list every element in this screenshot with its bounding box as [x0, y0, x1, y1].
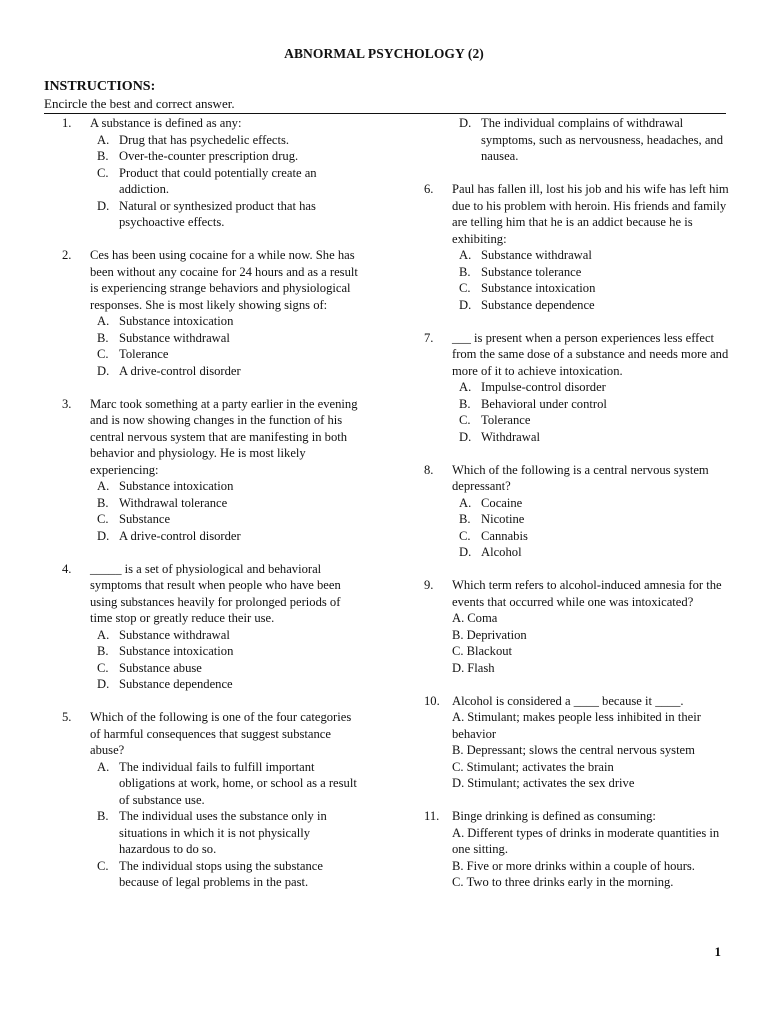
question-stem: Which of the following is one of the four categories of harmful consequences that suggest substance abuse? [90, 710, 352, 757]
option-text: The individual stops using the substance because of legal problems in the past. [119, 858, 323, 889]
option-letter: D. [97, 677, 110, 691]
question-number: 5. [62, 710, 72, 724]
answer-option[interactable] [452, 511, 734, 528]
question-number: 2. [62, 248, 72, 262]
question-stem: ___ is present when a person experiences less effect from the same dose of a substance and needs more and more of it to achieve intoxication. [452, 330, 729, 378]
answer-option[interactable] [90, 346, 362, 363]
option-letter: A. [459, 380, 472, 394]
answer-option[interactable] [90, 495, 362, 512]
question-5 [62, 709, 362, 891]
option-letter: A. [452, 611, 465, 625]
answer-option[interactable] [452, 610, 734, 627]
question-number: 8. [424, 462, 434, 477]
option-letter: A. [459, 248, 472, 262]
answer-option[interactable] [452, 115, 734, 165]
option-text: Substance intoxication [119, 314, 234, 328]
option-letter: C. [459, 528, 471, 543]
answer-option[interactable] [452, 643, 734, 660]
question-stem: Alcohol is considered a ____ because it ____. [452, 693, 684, 708]
option-text: Cocaine [481, 495, 523, 510]
option-text: Substance intoxication [119, 644, 234, 658]
option-text: Substance [119, 512, 171, 526]
answer-option[interactable] [452, 858, 734, 875]
option-text: Substance withdrawal [481, 248, 592, 262]
page-number: 1 [714, 944, 721, 959]
option-letter: B. [459, 264, 471, 279]
option-letter: C. [459, 281, 471, 295]
question-stem: Which term refers to alcohol-induced amnesia for the events that occurred while one was intoxicated? [452, 578, 722, 609]
option-text: Withdrawal [481, 429, 540, 444]
option-text: Substance dependence [481, 297, 595, 312]
question-stem: Paul has fallen ill, lost his job and his wife has left him due to his problem with heroin. His friends and family are telling him that he is an addict because he is exhibiting: [452, 182, 729, 246]
option-text: Nicotine [481, 512, 525, 526]
question-stem: _____ is a set of physiological and behavioral symptoms that result when people who have been using substances heavily for prolonged periods of time stop or greatly reduce their use. [90, 561, 341, 625]
answer-option[interactable] [90, 165, 362, 198]
answer-option[interactable] [90, 759, 362, 809]
option-text: Substance intoxication [119, 479, 234, 493]
option-letter: D. [97, 363, 110, 378]
answer-option[interactable] [452, 627, 734, 644]
option-letter: C. [452, 644, 464, 658]
option-text: A drive-control disorder [119, 363, 241, 378]
option-letter: A. [452, 825, 465, 840]
question-stem: Binge drinking is defined as consuming: [452, 809, 656, 823]
option-letter: C. [97, 165, 109, 180]
question-10 [424, 693, 734, 792]
option-text: Substance withdrawal [119, 330, 230, 345]
answer-option[interactable] [90, 627, 362, 644]
option-letter: B. [97, 809, 109, 823]
option-text: Tolerance [119, 347, 169, 361]
option-letter: C. [452, 759, 464, 774]
option-letter: B. [459, 512, 471, 526]
option-text: Two to three drinks early in the morning. [466, 875, 674, 889]
answer-option[interactable] [90, 148, 362, 165]
question-number: 11. [424, 809, 440, 823]
answer-option[interactable] [90, 660, 362, 677]
answer-option[interactable] [452, 660, 734, 677]
option-letter: D. [97, 528, 110, 543]
question-2 [62, 247, 362, 379]
option-letter: A. [97, 627, 110, 642]
option-letter: D. [97, 198, 110, 213]
option-letter: C. [97, 347, 109, 361]
option-text: Depressant; slows the central nervous system [466, 743, 695, 757]
answer-option[interactable] [90, 132, 362, 149]
answer-option[interactable] [452, 874, 734, 891]
option-text: Stimulant; activates the sex drive [467, 776, 635, 790]
answer-option[interactable] [90, 808, 362, 858]
right-column [424, 115, 734, 907]
option-text: Cannabis [481, 528, 528, 543]
option-text: Stimulant; makes people less inhibited in their behavior [452, 710, 701, 741]
question-number: 9. [424, 578, 434, 592]
answer-option[interactable] [452, 528, 734, 545]
question-7 [424, 330, 734, 446]
option-text: Substance dependence [119, 677, 233, 691]
answer-option[interactable] [90, 511, 362, 528]
option-text: Deprivation [466, 627, 527, 642]
question-number: 3. [62, 396, 72, 411]
option-letter: A. [97, 759, 110, 774]
option-text: Alcohol [481, 545, 522, 559]
option-text: The individual fails to fulfill important obligations at work, home, or school as a result of substance use. [119, 759, 357, 807]
answer-option[interactable] [90, 363, 362, 380]
answer-option[interactable] [452, 379, 734, 396]
option-letter: B. [452, 627, 464, 642]
option-letter: A. [459, 495, 472, 510]
question-stem: A substance is defined as any: [90, 116, 242, 130]
question-5-continued [424, 115, 734, 165]
answer-option[interactable] [452, 544, 734, 561]
option-letter: A. [97, 132, 110, 147]
question-stem: Ces has been using cocaine for a while now. She has been without any cocaine for 24 hours and as a result is experiencing strange behaviors and physiological responses. She is most likely showing signs of: [90, 248, 358, 312]
answer-option[interactable] [90, 676, 362, 693]
answer-option[interactable] [452, 742, 734, 759]
answer-option[interactable] [452, 775, 734, 792]
option-letter: D. [452, 776, 465, 790]
option-letter: B. [452, 858, 464, 873]
option-letter: C. [97, 660, 109, 675]
option-text: Product that could potentially create an addiction. [119, 165, 317, 196]
answer-option[interactable] [90, 858, 362, 891]
answer-option[interactable] [452, 759, 734, 776]
option-letter: D. [459, 297, 472, 312]
option-text: Stimulant; activates the brain [466, 759, 614, 774]
question-number: 1. [62, 116, 72, 130]
option-text: The individual uses the substance only in situations in which it is not physically hazardous to do so. [119, 809, 327, 856]
left-column [62, 115, 362, 907]
option-text: Substance withdrawal [119, 627, 230, 642]
option-letter: C. [97, 858, 109, 873]
answer-option[interactable] [90, 643, 362, 660]
question-number: 6. [424, 182, 434, 196]
question-9 [424, 577, 734, 676]
option-letter: A. [452, 710, 465, 724]
answer-option[interactable] [90, 330, 362, 347]
question-11 [424, 808, 734, 891]
answer-option[interactable] [90, 198, 362, 231]
question-8 [424, 462, 734, 561]
option-text: Coma [467, 611, 498, 625]
option-text: The individual complains of withdrawal symptoms, such as nervousness, headaches, and nausea. [481, 116, 724, 163]
question-3 [62, 396, 362, 545]
option-letter: B. [452, 743, 464, 757]
question-number: 4. [62, 561, 72, 576]
option-letter: C. [459, 413, 471, 427]
option-text: Substance abuse [119, 660, 202, 675]
option-text: Different types of drinks in moderate quantities in one sitting. [452, 825, 720, 856]
option-letter: A. [97, 479, 110, 493]
header-divider [44, 113, 726, 114]
option-text: Blackout [466, 644, 513, 658]
instructions-heading: INSTRUCTIONS: [44, 79, 156, 94]
option-text: Drug that has psychedelic effects. [119, 132, 290, 147]
option-text: Behavioral under control [481, 396, 607, 411]
option-text: Substance tolerance [481, 264, 582, 279]
answer-option[interactable] [452, 709, 734, 742]
option-letter: B. [97, 149, 109, 163]
option-text: Natural or synthesized product that has psychoactive effects. [119, 198, 316, 229]
option-text: Tolerance [481, 413, 531, 427]
option-letter: A. [97, 314, 110, 328]
answer-option[interactable] [452, 297, 734, 314]
answer-option[interactable] [452, 412, 734, 429]
answer-option[interactable] [452, 429, 734, 446]
option-letter: D. [459, 545, 472, 559]
option-letter: B. [459, 396, 471, 411]
question-6 [424, 181, 734, 313]
option-text: Five or more drinks within a couple of hours. [466, 858, 695, 873]
question-number: 10. [424, 693, 440, 708]
option-letter: C. [97, 512, 109, 526]
option-text: A drive-control disorder [119, 528, 241, 543]
answer-option[interactable] [452, 280, 734, 297]
answer-option[interactable] [90, 313, 362, 330]
question-4 [62, 561, 362, 693]
option-text: Flash [467, 660, 495, 675]
question-number: 7. [424, 330, 434, 345]
answer-option[interactable] [452, 825, 734, 858]
option-letter: C. [452, 875, 464, 889]
option-letter: B. [97, 330, 109, 345]
option-letter: B. [97, 495, 109, 510]
option-letter: D. [459, 116, 472, 130]
answer-option[interactable] [90, 528, 362, 545]
question-stem: Which of the following is a central nervous system depressant? [452, 462, 709, 493]
question-1 [62, 115, 362, 231]
option-letter: D. [452, 660, 465, 675]
answer-option[interactable] [90, 478, 362, 495]
option-text: Withdrawal tolerance [119, 495, 228, 510]
question-stem: Marc took something at a party earlier in the evening and is now showing changes in the function of his central nervous system that are manifesting in both behavior and physiology. He is most likely experiencing: [90, 396, 358, 477]
option-text: Over-the-counter prescription drug. [119, 149, 299, 163]
answer-option[interactable] [452, 396, 734, 413]
option-text: Substance intoxication [481, 281, 596, 295]
page-title: ABNORMAL PSYCHOLOGY (2) [284, 46, 484, 61]
answer-option[interactable] [452, 264, 734, 281]
option-letter: D. [459, 429, 472, 444]
answer-option[interactable] [452, 247, 734, 264]
option-letter: B. [97, 644, 109, 658]
instructions-text: Encircle the best and correct answer. [44, 96, 235, 111]
option-text: Impulse-control disorder [481, 380, 606, 394]
answer-option[interactable] [452, 495, 734, 512]
